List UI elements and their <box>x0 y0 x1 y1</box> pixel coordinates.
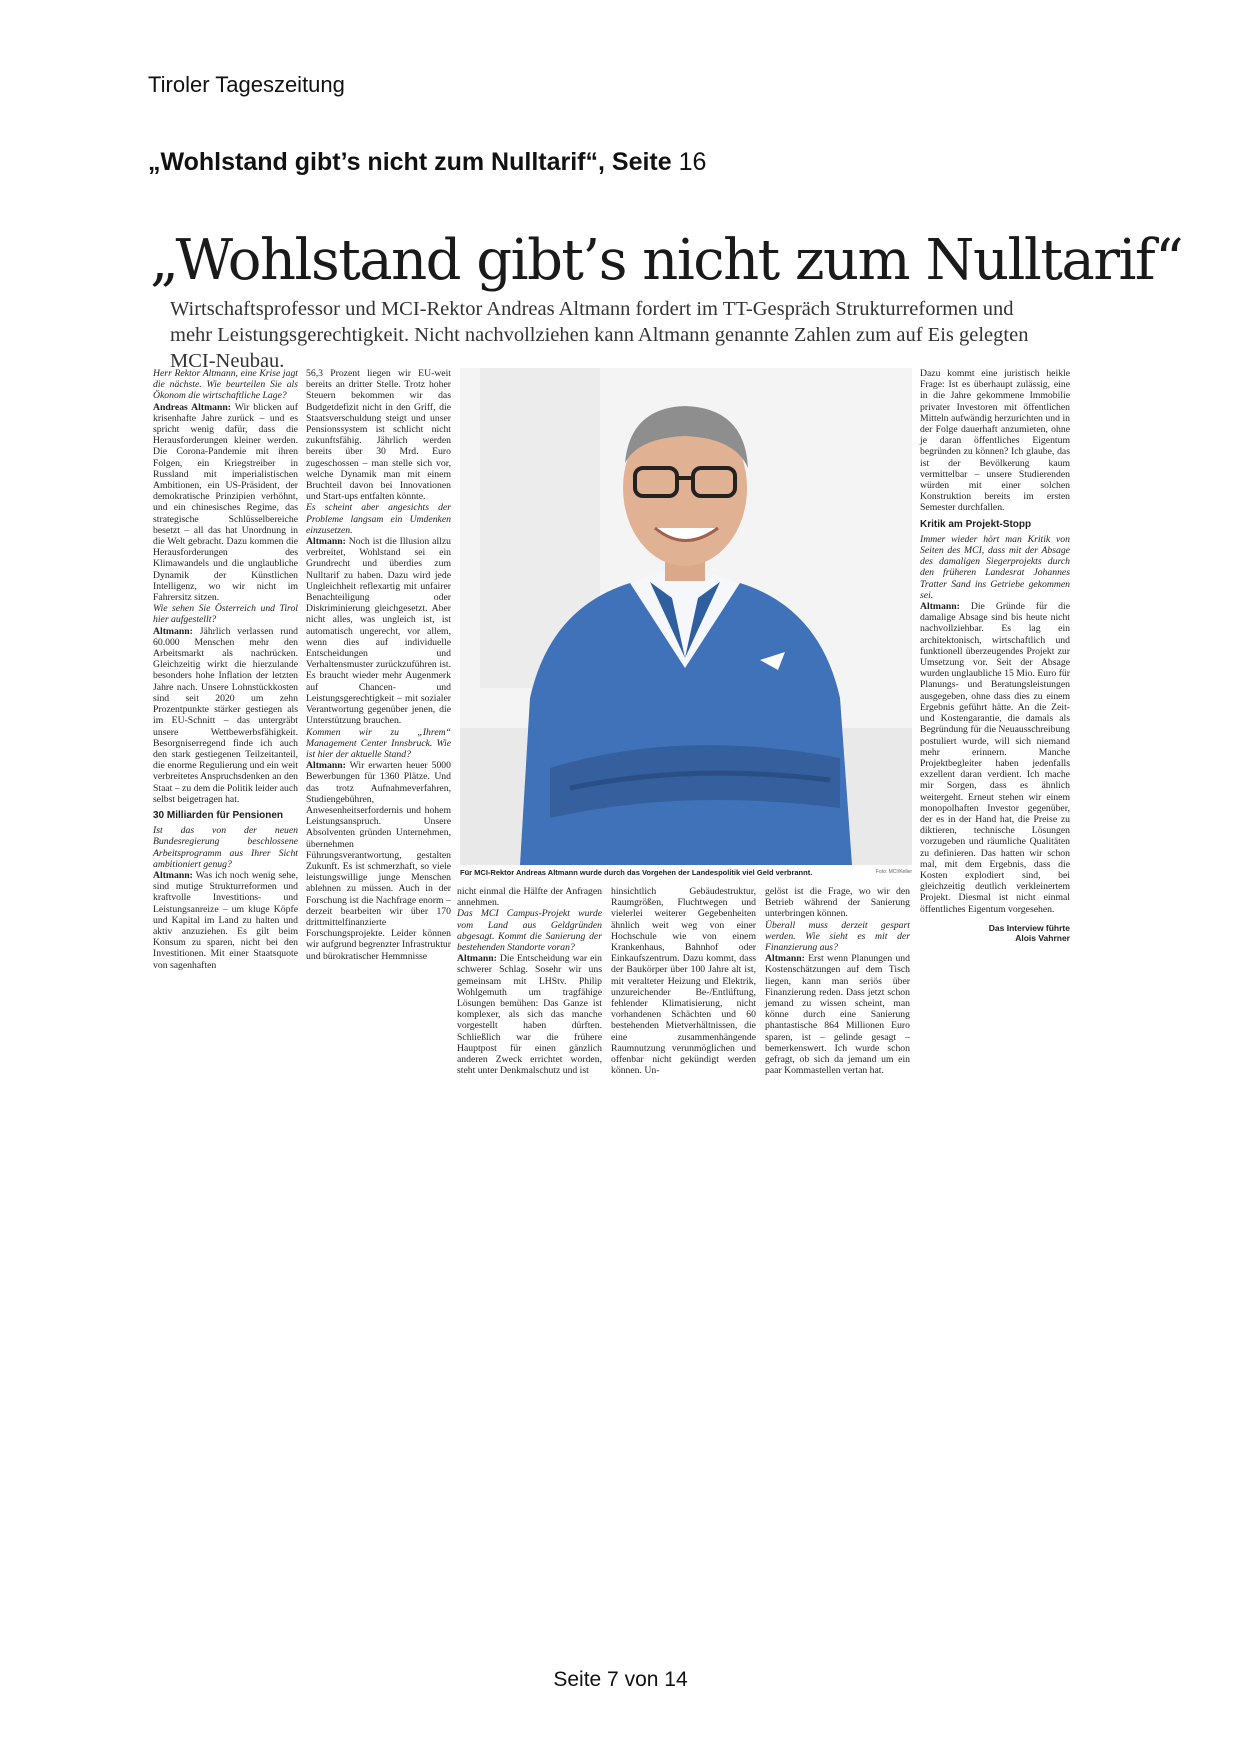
paragraph: nicht einmal die Hälfte der Anfragen annehmen. <box>457 886 602 909</box>
answer-text: Erst wenn Planungen und Kostenschätzungen auf dem Tisch liegen, kann man seriös über Finanzierung reden. Dass jetzt schon jemand zu wissen scheint, man könne durch eine Sanierung phantastische 864 Millionen Euro sparen, ist – gelinde gesagt – bemerkenswert. Ich wurde schon gefragt, ob sich da jemand um ein paar Kommastellen vertan hat. <box>765 953 910 1077</box>
answer-text: Noch ist die Illusion allzu verbreitet, Wohlstand sei ein Grundrecht und überdies zum Nulltarif zu haben. Dazu wird jede Ungleichheit reflexartig mit unfairer Benachteiligung oder Diskriminierung gleichgesetzt. Aber nicht alles, was ungleich ist, ist automatisch ungerecht, vor allem, wenn dies auf individuelle Entscheidungen und Verhaltensmuster zurückzuführen ist. Es braucht wieder mehr Augenmerk auf Chancen- und Leistungsgerechtigkeit – mit sozialer Verantwortung gegenüber jenen, die Unterstützung brauchen. <box>306 536 451 727</box>
answer <box>457 953 602 1076</box>
answer <box>306 536 451 726</box>
question: Es scheint aber angesichts der Probleme langsam ein Umdenken einzusetzen. <box>306 502 451 536</box>
speaker: Altmann: <box>153 625 193 637</box>
answer <box>153 402 298 604</box>
signature-line-2: Alois Vahrner <box>1015 933 1070 944</box>
question: Das MCI Campus-Projekt wurde vom Land aus Geldgründen abgesagt. Kommt die Sanierung der bestehenden Standorte voran? <box>457 908 602 954</box>
paragraph: gelöst ist die Frage, wo wir den Betrieb während der Sanierung unterbringen können. <box>765 886 910 920</box>
page-number: 16 <box>678 148 707 176</box>
paragraph: 56,3 Prozent liegen wir EU-weit bereits an dritter Stelle. Trotz hoher Steuern bekommen wir das Budgetdefizit nicht in den Griff, die Staatsverschuldung steigt und unser Pensionssystem ist schlicht nicht zukunftsfähig. Jährlich werden bereits über 30 Mrd. Euro zugeschossen – man stelle sich vor, welche Dynamik man mit einem Bruchteil davon bei Innovationen und Start-ups entfalten könnte. <box>306 368 451 503</box>
speaker: Andreas Altmann: <box>153 401 231 413</box>
page-indicator: Seite 7 von 14 <box>553 1668 688 1691</box>
subheading: Kritik am Projekt-Stopp <box>920 518 1032 530</box>
portrait-photo <box>460 368 912 865</box>
newspaper-clipping <box>150 228 1183 1108</box>
answer <box>765 953 910 1076</box>
paragraph: Dazu kommt eine juristisch heikle Frage: Ist es überhaupt zulässig, eine in die Jahre gekommene Immobilie privater Investoren mit öffentlichen Mitteln aufwändig herzurichten und in der Folge dauerhaft anzumieten, ohne je daran öffentliches Eigentum begründen zu können? Ich glaube, das ist der Bevölkerung kaum vermittelbar – unsere Studierenden würden mit einer solchen Konstruktion bereits im ersten Semester durchfallen. <box>920 368 1070 514</box>
question: Immer wieder hört man Kritik von Seiten des MCI, dass mit der Absage des damaligen Siegerprojekts durch den früheren Landesrat Johannes Tratter Sand ins Getriebe gekommen sei. <box>920 533 1070 601</box>
speaker: Altmann: <box>920 601 960 613</box>
question: Wie sehen Sie Österreich und Tirol hier aufgestellt? <box>153 603 298 626</box>
answer <box>920 601 1070 915</box>
question: Ist das von der neuen Bundesregierung beschlossene Arbeitsprogramm aus Ihrer Sicht ambitioniert genug? <box>153 825 298 870</box>
answer-text: Wir erwarten heuer 5000 Bewerbungen für 1360 Plätze. Und das trotz Aufnahmeverfahren, Studiengebühren, Anwesenheitserfordernis und hohem Leistungsanspruch. Unsere Absolventen gründen Unternehmen, übernehmen Führungsverantwortung, gestalten Zukunft. Es ist schmerzhaft, so viele leistungswillige junge Menschen ablehnen zu müssen. Auch in der Forschung ist die Nachfrage enorm – derzeit bearbeiten wir über 170 drittmittelfinanzierte Forschungsprojekte. Leider können wir aufgrund begrenzter Infrastruktur und bürokratischer Hemmnisse <box>306 760 451 962</box>
photo-credit: Foto: MCI/Keller <box>875 869 912 875</box>
column-3 <box>457 886 602 1076</box>
article-reference-title: „Wohlstand gibt’s nicht zum Nulltarif“ <box>148 148 598 176</box>
speaker: Altmann: <box>153 869 193 881</box>
answer-text: Jährlich verlassen rund 60.000 Menschen mehr den Arbeitsmarkt als nachrücken. Gleichzeitig wirkt die hierzulande besonders hohe Inflation der letzten Jahre nach. Unsere Lohnstückkosten sind seit 2020 um zehn Prozentpunkte stärker gestiegen als im EU-Schnitt – das untergräbt unsere Wettbewerbsfähigkeit. Besorgniserregend finde ich auch den stark gestiegenen Teilzeitanteil, die enorme Regulierung und ein weit verbreitetes Anspruchsdenken an den Staat – zu dem die Politik leider auch selbst beigetragen hat. <box>153 625 299 805</box>
answer <box>306 760 451 962</box>
answer-text: Wir blicken auf krisenhafte Jahre zurück – und es spricht wenig dafür, dass die Herausforderungen kleiner werden. Die Corona-Pandemie mit ihren Folgen, ein Kriegstreiber in Russland mit imperialistischen Ambitionen, ein US-Präsident, der demokratische Prinzipien verhöhnt, und ein chinesisches Regime, das strategische Schlüsselbereiche besetzt – all das hat Unordnung in die Welt gebracht. Dazu kommen die Herausforderungen des Klimawandels und die unglaubliche Dynamik der Künstlichen Intelligenz, wo wir nicht im Fahrersitz sitzen. <box>153 401 298 604</box>
column-6 <box>920 368 1070 944</box>
subheading: 30 Milliarden für Pensionen <box>153 809 284 821</box>
answer <box>153 626 298 805</box>
answer-text: Die Entscheidung war ein schwerer Schlag. Sosehr wir uns gemeinsam mit LHStv. Philip Wohlgemuth um tragfähige Lösungen bemühen: Das Ganze ist komplexer, als sich das manche vorgestellt haben dürften. Schließlich war die frühere Hauptpost für einen gänzlich anderen Zweck errichtet worden, steht unter Denkmalschutz und ist <box>457 953 603 1077</box>
answer-text: Die Gründe für die damalige Absage sind bis heute nicht nachvollziehbar. Es lag ein architektonisch, wirtschaftlich und funktionell überzeugendes Projekt zur Umsetzung vor. Seit der Absage wurden unglaubliche 15 Mio. Euro für Planungs- und Beratungsleistungen ausgegeben, ohne dass dies zu einem Ergebnis geführt hätte. An die Zeit- und Kostengarantie, die damals als Begründung für die Neuausschreibung postuliert wurde, will sich niemand mehr erinnern. Manche Projektbegleiter haben jedenfalls exzellent daran verdient. Ich mache mir Sorgen, dass es ähnlich weitergeht. Erneut stehen wir einem monopolhaften Investor gegenüber, der es in der Hand hat, die Preise zu diktieren, technische Lösungen vorzugeben und räumliche Qualitäten zu definieren. Das hatten wir schon mal, mit dem Ergebnis, dass die Kosten explodiert sind, bei gleichzeitig deutlich verkleinertem Projekt. Diesmal ist nicht einmal öffentliches Eigentum vorgesehen. <box>920 601 1071 915</box>
signature-line-1: Das Interview führte <box>988 922 1070 933</box>
speaker: Altmann: <box>306 536 346 548</box>
photo-caption <box>460 868 912 877</box>
answer-text: Was ich noch wenig sehe, sind mutige Strukturreformen und kraftvolle Investitions- und Leistungsanreize – um kluge Köpfe und Kapital im Land zu halten und aktiv anzuziehen. Es gilt beim Konsum zu sparen, nicht bei den Investitionen. Mit einer Staatsquote von sagenhaften <box>153 869 298 971</box>
speaker: Altmann: <box>457 953 497 965</box>
column-1 <box>153 368 298 971</box>
column-2 <box>306 368 451 962</box>
question: Herr Rektor Altmann, eine Krise jagt die nächste. Wie beurteilen Sie als Ökonom die wirtschaftliche Lage? <box>153 368 298 402</box>
column-4 <box>611 886 756 1076</box>
caption-text: Für MCI-Rektor Andreas Altmann wurde durch das Vorgehen der Landespolitik viel Geld verbrannt. <box>460 868 813 877</box>
page-label: , Seite <box>598 148 672 176</box>
article-reference <box>148 148 706 177</box>
portrait-illustration <box>460 368 912 865</box>
column-5 <box>765 886 910 1076</box>
speaker: Altmann: <box>306 760 346 772</box>
publication-name: Tiroler Tageszeitung <box>148 72 345 97</box>
question: Überall muss derzeit gespart werden. Wie sieht es mit der Finanzierung aus? <box>765 919 910 954</box>
paragraph: hinsichtlich Gebäudestruktur, Raumgrößen, Fluchtwegen und vielerlei weiterer Gegebenheiten ähnlich weit weg von einer Hochschule wie von einem Krankenhaus, Bahnhof oder Einkaufszentrum. Dazu kommt, dass der Baukörper über 100 Jahre alt ist, mit veralteter Heizung und Elektrik, unzureichender Be-/Entlüftung, fehlender Klimatisierung, nicht vorhandenen Schächten und 60 bestehenden Mietverhältnissen, die eine zusammenhängende Raumnutzung verunmöglichen und offenbar nicht gekündigt werden können. Un- <box>611 886 756 1077</box>
article-deck: Wirtschaftsprofessor und MCI-Rektor Andreas Altmann fordert im TT-Gespräch Strukturreformen und mehr Leistungsgerechtigkeit. Nicht nachvollziehen kann Altmann genannte Zahlen zum auf Eis gelegten MCI-Neubau. <box>170 298 1029 372</box>
speaker: Altmann: <box>765 953 805 965</box>
article-headline: „Wohlstand gibt’s nicht zum Nulltarif“ <box>150 228 1183 293</box>
question: Kommen wir zu „Ihrem“ Management Center Innsbruck. Wie ist hier der aktuelle Stand? <box>306 726 451 760</box>
answer <box>153 870 298 971</box>
interview-signature <box>920 923 1070 944</box>
